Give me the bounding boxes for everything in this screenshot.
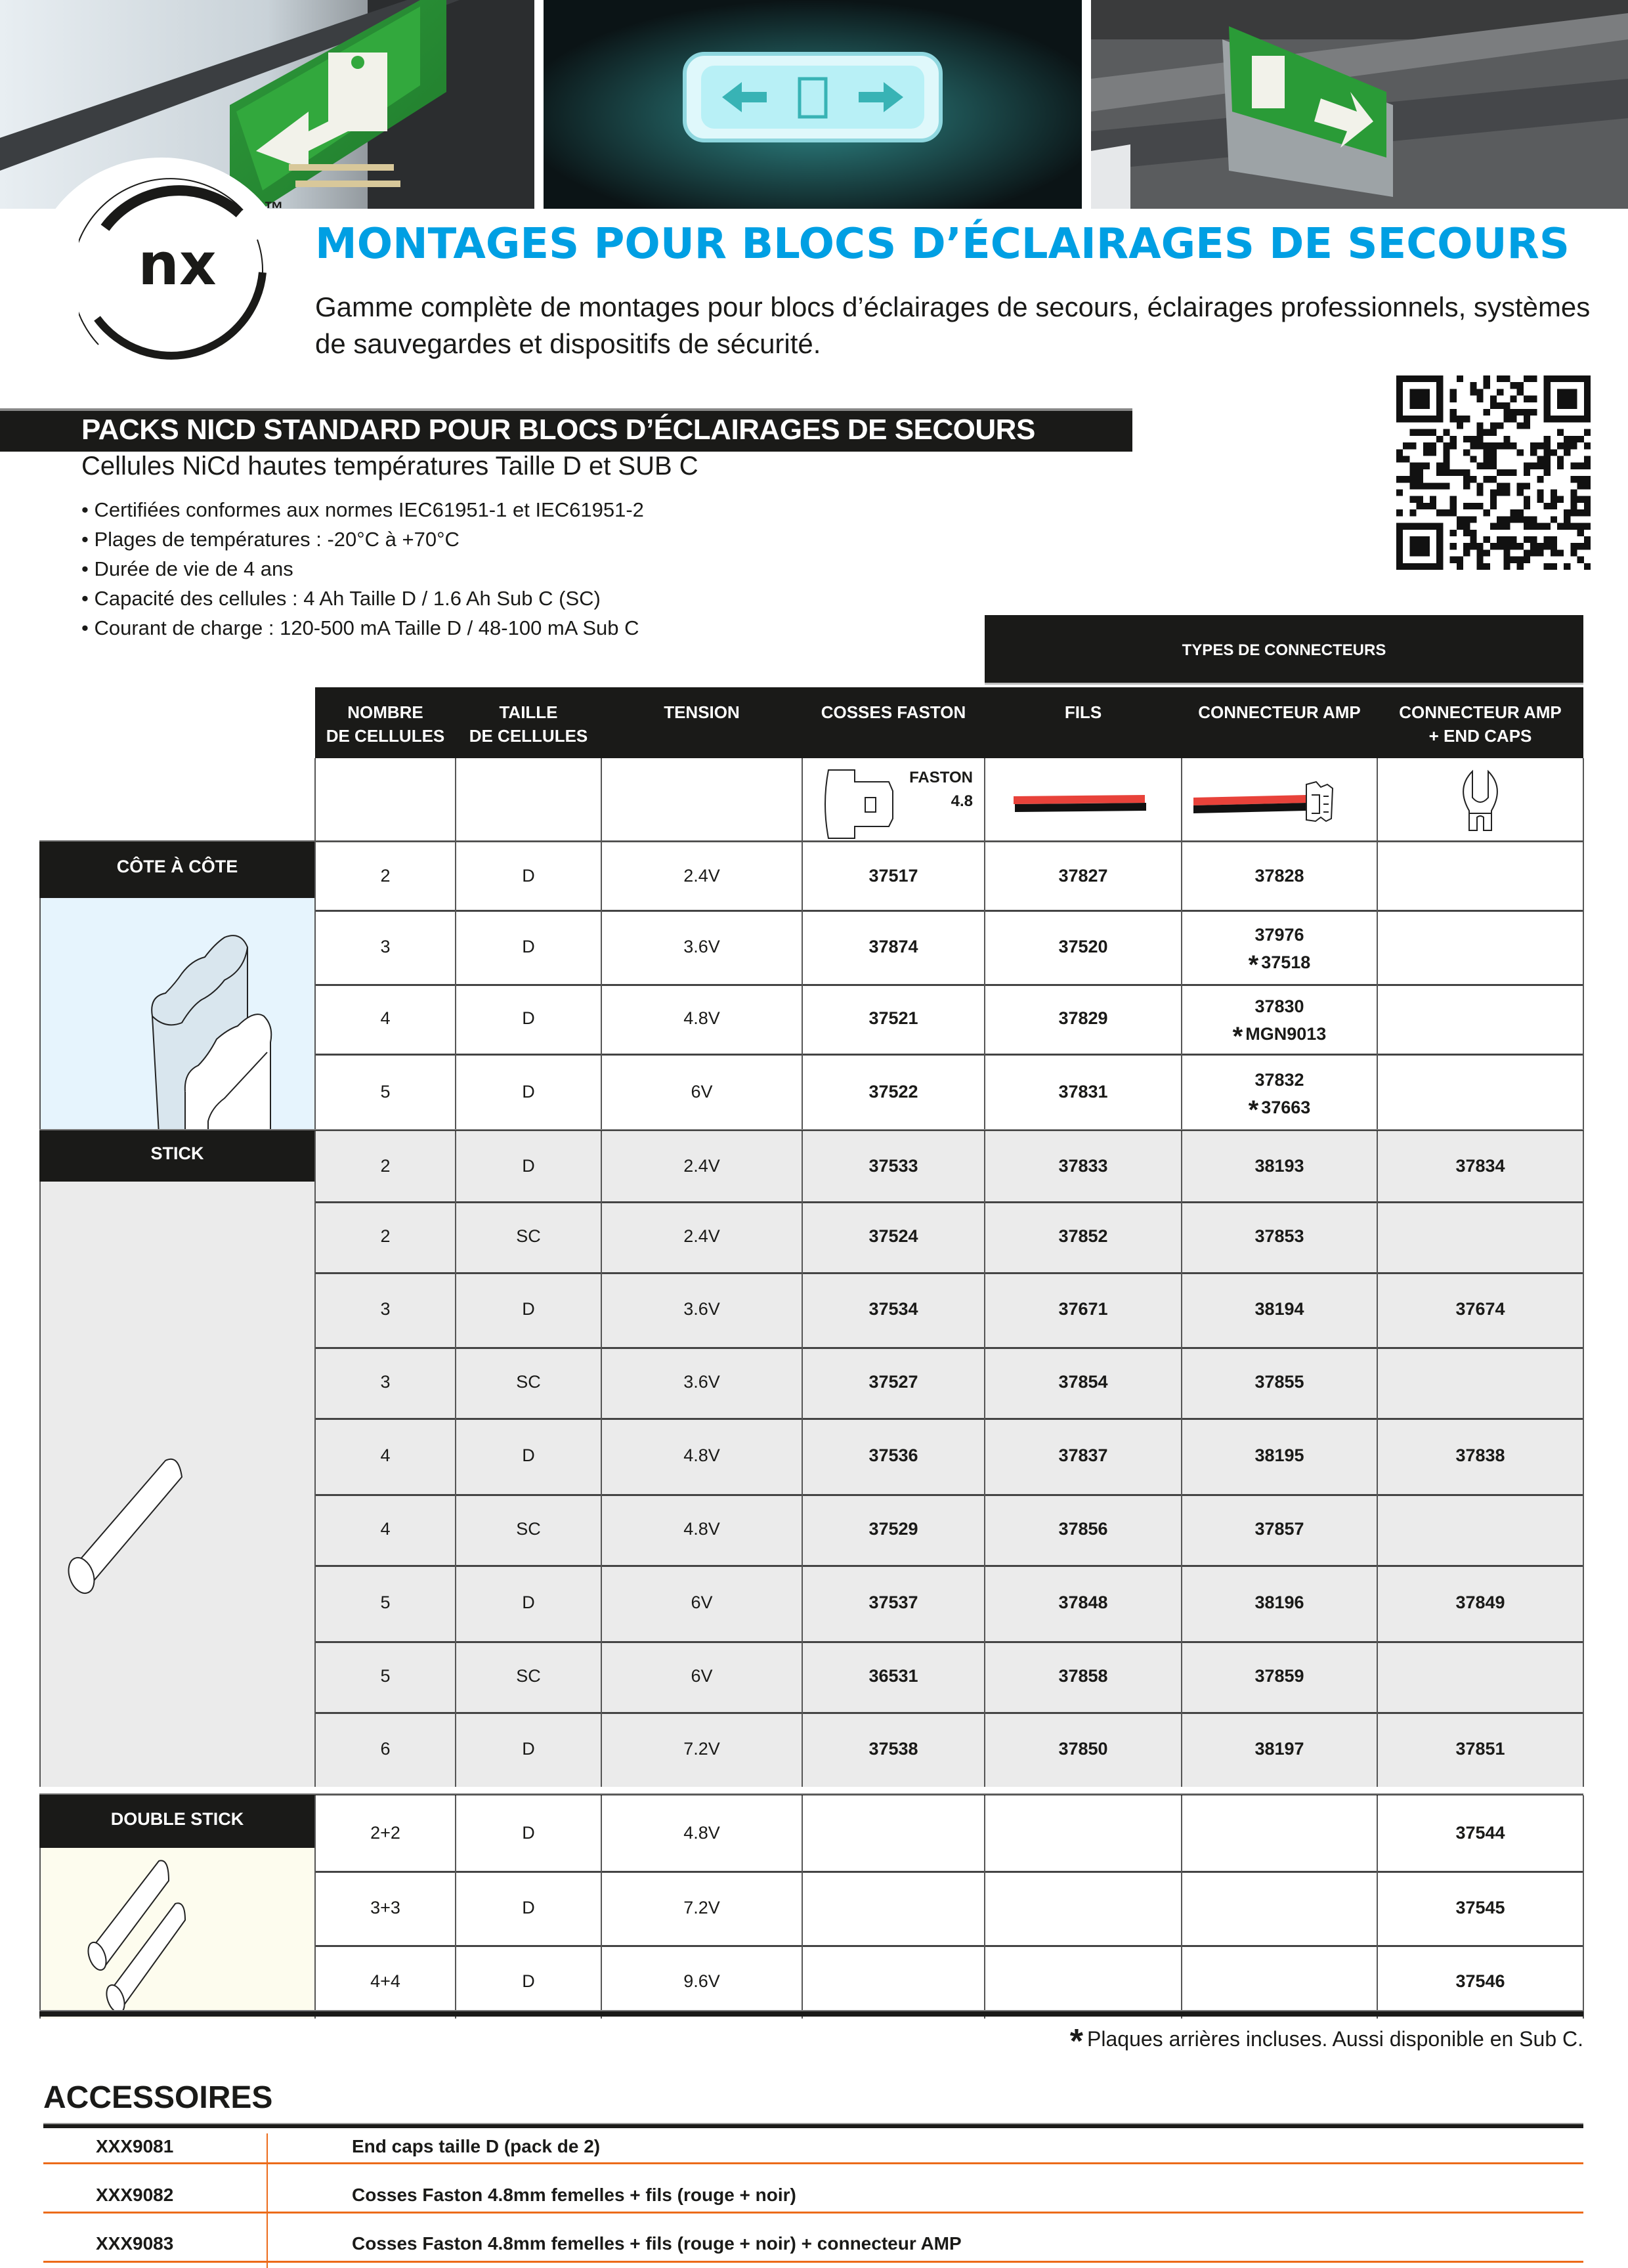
part-number: 38195 xyxy=(1254,1445,1304,1465)
accessory-separator xyxy=(43,2261,1583,2263)
col-connecteur-amp-cell xyxy=(1182,1593,1377,1613)
col-cosses-faston-cell: 37536 xyxy=(868,1445,918,1465)
col-cosses-faston-cell: 37533 xyxy=(868,1155,918,1176)
footnote-marker: * xyxy=(1069,2022,1084,2061)
part-number-text: 37663 xyxy=(1261,1098,1311,1117)
column-divider xyxy=(1181,1795,1182,2019)
col-cosses-faston-cell: 37538 xyxy=(868,1739,918,1759)
row-separator xyxy=(315,910,1583,912)
group-label-1: STICK xyxy=(39,1131,315,1182)
column-divider xyxy=(802,1795,803,2019)
accessory-code: XXX9083 xyxy=(96,2233,174,2254)
column-divider xyxy=(1377,758,1378,842)
col-connecteur-amp-cell xyxy=(1182,1445,1377,1466)
feature-item: • Plages de températures : -20°C à +70°C xyxy=(81,524,644,554)
faston-label-name: FASTON xyxy=(909,769,973,786)
section-subtitle: Cellules NiCd hautes températures Taille D et SUB C xyxy=(81,452,698,481)
col-cosses-faston-cell: 37537 xyxy=(868,1593,918,1612)
feature-item: • Certifiées conformes aux normes IEC61951-1 et IEC61951-2 xyxy=(81,495,644,524)
part-number xyxy=(1182,1020,1377,1050)
col-cosses-faston-cell: 37521 xyxy=(868,1008,918,1028)
footnote-text: Plaques arrières incluses. Aussi disponible en Sub C. xyxy=(1087,2027,1583,2051)
col-fils-cell: 37848 xyxy=(1058,1593,1108,1612)
col-taille-cellules-cell: SC xyxy=(516,1226,541,1246)
part-number: 38196 xyxy=(1254,1593,1304,1612)
col-connecteur-amp-cell xyxy=(1182,1066,1377,1124)
accessories-title: ACCESSOIRES xyxy=(43,2080,273,2115)
col-fils-cell: 37520 xyxy=(1058,936,1108,956)
part-number: 38194 xyxy=(1254,1299,1304,1319)
accessory-separator xyxy=(43,2162,1583,2164)
col-fils-cell: 37827 xyxy=(1058,865,1108,886)
col-tension-cell: 4.8V xyxy=(683,1822,720,1843)
col-tension-cell: 9.6V xyxy=(683,1971,720,1991)
feature-item: • Courant de charge : 120-500 mA Taille D / 48-100 mA Sub C xyxy=(81,613,644,643)
qr-code[interactable] xyxy=(1396,375,1591,570)
column-divider xyxy=(455,1131,456,1787)
column-divider xyxy=(984,842,985,1131)
col-nombre-cellules-cell: 2 xyxy=(380,865,391,886)
col-fils-cell: 37831 xyxy=(1058,1082,1108,1102)
col-nombre-cellules-cell: 6 xyxy=(380,1739,391,1759)
col-nombre-cellules-header: NOMBRE DE CELLULES xyxy=(326,702,445,746)
col-taille-cellules-cell: D xyxy=(522,1593,535,1612)
col-taille-cellules-cell: SC xyxy=(516,1666,541,1686)
col-connecteur-amp-cell xyxy=(1182,1156,1377,1176)
row-separator xyxy=(315,1201,1583,1203)
col-nombre-cellules-cell: 4+4 xyxy=(370,1971,400,1991)
feature-item: • Durée de vie de 4 ans xyxy=(81,554,644,584)
col-taille-cellules-cell: SC xyxy=(516,1372,541,1392)
col-connecteur-amp-cell xyxy=(1182,993,1377,1050)
col-connecteur-amp-header: CONNECTEUR AMP xyxy=(1198,702,1361,722)
table-bottom-rule xyxy=(39,2010,1583,2017)
table-footnote xyxy=(1070,2022,1583,2061)
col-fils-cell: 37858 xyxy=(1058,1666,1108,1686)
col-taille-cellules-cell: D xyxy=(522,1299,535,1319)
part-number: 37853 xyxy=(1254,1226,1304,1246)
col-tension-cell: 4.8V xyxy=(683,1519,720,1539)
column-divider xyxy=(984,1795,985,2019)
col-fils-cell: 37856 xyxy=(1058,1519,1108,1539)
column-divider xyxy=(601,758,602,842)
col-connecteur-amp-endcaps-cell: 37838 xyxy=(1455,1445,1505,1465)
col-taille-cellules-cell: D xyxy=(522,936,535,956)
page-title: MONTAGES POUR BLOCS D’ÉCLAIRAGES DE SECOURS xyxy=(315,220,1570,268)
column-divider xyxy=(802,1131,803,1787)
col-nombre-cellules-cell: 2 xyxy=(380,1226,391,1246)
col-tension-cell: 2.4V xyxy=(683,865,720,886)
column-divider xyxy=(1181,1131,1182,1787)
page-subtitle: Gamme complète de montages pour blocs d’éclairages de secours, éclairages professionnels, systèmes de sauvegardes et dispositifs de sécurité. xyxy=(315,291,1591,359)
col-fils-cell: 37837 xyxy=(1058,1445,1108,1465)
col-taille-cellules-cell: D xyxy=(522,1445,535,1465)
column-divider xyxy=(802,758,803,842)
column-divider xyxy=(1377,842,1378,1131)
col-connecteur-amp-cell xyxy=(1182,1372,1377,1392)
col-cosses-faston-cell: 37524 xyxy=(868,1226,918,1246)
faston-label-size: 4.8 xyxy=(951,792,973,810)
col-tension-cell: 6V xyxy=(691,1082,713,1102)
col-taille-cellules-cell: SC xyxy=(516,1519,541,1539)
row-separator xyxy=(315,1565,1583,1567)
col-taille-cellules-header: TAILLE DE CELLULES xyxy=(469,702,588,746)
column-divider xyxy=(601,842,602,1131)
accessory-separator xyxy=(43,2212,1583,2214)
part-number: 37976 xyxy=(1254,924,1304,945)
col-taille-cellules-cell: D xyxy=(522,1155,535,1176)
row-separator xyxy=(315,984,1583,986)
col-fils-cell: 37671 xyxy=(1058,1299,1108,1319)
row-separator xyxy=(315,1871,1583,1873)
asterisk-marker: * xyxy=(1248,1096,1259,1124)
part-number: 38197 xyxy=(1254,1739,1304,1759)
col-tension-cell: 3.6V xyxy=(683,1299,720,1319)
end-cap-icon xyxy=(1377,758,1583,842)
col-taille-cellules-cell: D xyxy=(522,1739,535,1759)
accessory-description: Cosses Faston 4.8mm femelles + fils (rouge + noir) xyxy=(352,2185,796,2205)
column-divider xyxy=(314,758,316,842)
part-number-text: 37518 xyxy=(1261,952,1311,972)
hero-photo-exit-box xyxy=(544,0,1082,209)
col-taille-cellules-cell: D xyxy=(522,1897,535,1917)
accessory-code: XXX9082 xyxy=(96,2185,174,2205)
col-tension-cell: 3.6V xyxy=(683,1372,720,1392)
col-cosses-faston-cell: 37517 xyxy=(868,865,918,886)
feature-item: • Capacité des cellules : 4 Ah Taille D / 1.6 Ah Sub C (SC) xyxy=(81,584,644,613)
accessory-code: XXX9081 xyxy=(96,2136,174,2156)
column-divider xyxy=(455,758,456,842)
col-taille-cellules-cell: D xyxy=(522,1008,535,1028)
col-fils-cell: 37852 xyxy=(1058,1226,1108,1246)
col-connecteur-amp-cell xyxy=(1182,1226,1377,1247)
col-nombre-cellules-cell: 4 xyxy=(380,1008,391,1028)
accessories-column-divider xyxy=(267,2133,268,2268)
table-column-headers xyxy=(315,687,1583,758)
col-tension-cell: 7.2V xyxy=(683,1739,720,1759)
amp-connector-icon xyxy=(1182,758,1377,842)
col-tension-header: TENSION xyxy=(664,702,740,722)
double-stick-pack-icon xyxy=(39,1848,315,2019)
accessories-rule xyxy=(43,2123,1583,2128)
part-number-text: MGN9013 xyxy=(1245,1024,1327,1044)
col-fils-cell: 37833 xyxy=(1058,1155,1108,1176)
col-cosses-faston-cell: 37534 xyxy=(868,1299,918,1319)
column-divider xyxy=(314,842,316,1131)
logo-text: nx xyxy=(138,230,217,298)
col-cosses-faston-cell: 36531 xyxy=(868,1666,918,1686)
col-nombre-cellules-cell: 3+3 xyxy=(370,1897,400,1917)
col-nombre-cellules-cell: 3 xyxy=(380,936,391,956)
col-connecteur-amp-endcaps-cell: 37544 xyxy=(1455,1822,1505,1843)
column-divider xyxy=(1181,842,1182,1131)
col-taille-cellules-cell: D xyxy=(522,1971,535,1991)
col-nombre-cellules-cell: 3 xyxy=(380,1299,391,1319)
col-connecteur-amp-endcaps-cell: 37545 xyxy=(1455,1897,1505,1917)
row-separator xyxy=(315,1712,1583,1714)
row-separator xyxy=(315,1641,1583,1643)
red-black-wires-icon xyxy=(985,758,1182,842)
col-nombre-cellules-cell: 5 xyxy=(380,1666,391,1686)
part-number: 37828 xyxy=(1254,865,1304,886)
column-divider xyxy=(1181,758,1182,842)
col-nombre-cellules-cell: 4 xyxy=(380,1519,391,1539)
col-nombre-cellules-cell: 2+2 xyxy=(370,1822,400,1843)
side-by-side-pack-icon xyxy=(39,898,315,1131)
col-fils-cell: 37829 xyxy=(1058,1008,1108,1028)
col-connecteur-amp-endcaps-header: CONNECTEUR AMP + END CAPS xyxy=(1399,702,1562,746)
accessory-description: End caps taille D (pack de 2) xyxy=(352,2136,601,2156)
col-tension-cell: 3.6V xyxy=(683,936,720,956)
column-divider xyxy=(455,1795,456,2019)
col-tension-cell: 7.2V xyxy=(683,1897,720,1917)
col-connecteur-amp-cell xyxy=(1182,1299,1377,1319)
col-taille-cellules-cell: D xyxy=(522,865,535,886)
col-connecteur-amp-endcaps-cell: 37834 xyxy=(1455,1155,1505,1176)
connector-types-label: TYPES DE CONNECTEURS xyxy=(1182,641,1386,659)
col-connecteur-amp-cell xyxy=(1182,866,1377,886)
col-cosses-faston-cell: 37522 xyxy=(868,1082,918,1102)
row-separator xyxy=(315,1418,1583,1420)
part-number: 37832 xyxy=(1254,1070,1304,1090)
connector-types-header xyxy=(985,615,1583,685)
col-cosses-faston-cell: 37527 xyxy=(868,1372,918,1392)
col-tension-cell: 6V xyxy=(691,1593,713,1612)
col-fils-cell: 37854 xyxy=(1058,1372,1108,1392)
col-tension-cell: 2.4V xyxy=(683,1226,720,1246)
part-number: 37855 xyxy=(1254,1372,1304,1392)
part-number: 38193 xyxy=(1254,1155,1304,1176)
col-connecteur-amp-cell xyxy=(1182,921,1377,979)
col-connecteur-amp-cell xyxy=(1182,1739,1377,1759)
row-separator xyxy=(315,1347,1583,1349)
col-tension-cell: 6V xyxy=(691,1666,713,1686)
col-connecteur-amp-endcaps-cell: 37546 xyxy=(1455,1971,1505,1991)
trademark-symbol: ™ xyxy=(264,198,284,220)
col-taille-cellules-cell: D xyxy=(522,1082,535,1102)
part-number xyxy=(1182,949,1377,979)
col-fils-header: FILS xyxy=(1064,702,1102,722)
column-divider xyxy=(455,842,456,1131)
column-divider xyxy=(601,1131,602,1787)
col-cosses-faston-cell: 37529 xyxy=(868,1519,918,1539)
col-tension-cell: 4.8V xyxy=(683,1445,720,1465)
column-divider xyxy=(1583,758,1584,842)
column-divider xyxy=(1583,1795,1584,2019)
col-nombre-cellules-cell: 5 xyxy=(380,1593,391,1612)
col-tension-cell: 2.4V xyxy=(683,1155,720,1176)
section-title: PACKS NICD STANDARD POUR BLOCS D’ÉCLAIRAGES DE SECOURS xyxy=(81,414,1035,446)
column-divider xyxy=(314,1795,316,2019)
faston-label xyxy=(907,766,973,813)
column-divider xyxy=(984,1131,985,1787)
column-divider xyxy=(802,842,803,1131)
stick-pack-icon xyxy=(39,1182,315,1787)
part-number: 37857 xyxy=(1254,1519,1304,1539)
col-connecteur-amp-endcaps-cell: 37849 xyxy=(1455,1593,1505,1612)
group-label-2: DOUBLE STICK xyxy=(39,1795,315,1848)
col-connecteur-amp-cell xyxy=(1182,1519,1377,1539)
col-tension-cell: 4.8V xyxy=(683,1008,720,1028)
col-cosses-faston-header: COSSES FASTON xyxy=(821,702,966,722)
part-number: 37830 xyxy=(1254,996,1304,1016)
row-separator xyxy=(315,1272,1583,1274)
hero-photo-exit-sign-right xyxy=(1091,0,1628,209)
column-divider xyxy=(601,1795,602,2019)
col-nombre-cellules-cell: 4 xyxy=(380,1445,391,1465)
asterisk-marker: * xyxy=(1232,1022,1243,1051)
col-connecteur-amp-endcaps-cell: 37851 xyxy=(1455,1739,1505,1759)
column-divider xyxy=(1583,842,1584,1131)
nx-logo xyxy=(79,174,276,371)
col-nombre-cellules-cell: 2 xyxy=(380,1155,391,1176)
col-nombre-cellules-cell: 5 xyxy=(380,1082,391,1102)
col-nombre-cellules-cell: 3 xyxy=(380,1372,391,1392)
row-separator xyxy=(315,1054,1583,1056)
part-number xyxy=(1182,1094,1377,1124)
col-cosses-faston-cell: 37874 xyxy=(868,936,918,956)
column-divider xyxy=(984,758,985,842)
asterisk-marker: * xyxy=(1248,950,1259,979)
column-divider xyxy=(1377,1131,1378,1787)
column-divider xyxy=(1377,1795,1378,2019)
group-label-0: CÔTE À CÔTE xyxy=(39,842,315,898)
column-divider xyxy=(1583,1131,1584,1787)
column-divider xyxy=(314,1131,316,1787)
row-separator xyxy=(315,1494,1583,1496)
row-separator xyxy=(315,1945,1583,1947)
col-taille-cellules-cell: D xyxy=(522,1822,535,1843)
feature-list xyxy=(81,495,644,643)
part-number: 37859 xyxy=(1254,1666,1304,1686)
col-connecteur-amp-cell xyxy=(1182,1666,1377,1686)
col-connecteur-amp-endcaps-cell: 37674 xyxy=(1455,1299,1505,1319)
col-fils-cell: 37850 xyxy=(1058,1739,1108,1759)
accessory-description: Cosses Faston 4.8mm femelles + fils (rouge + noir) + connecteur AMP xyxy=(352,2233,962,2254)
